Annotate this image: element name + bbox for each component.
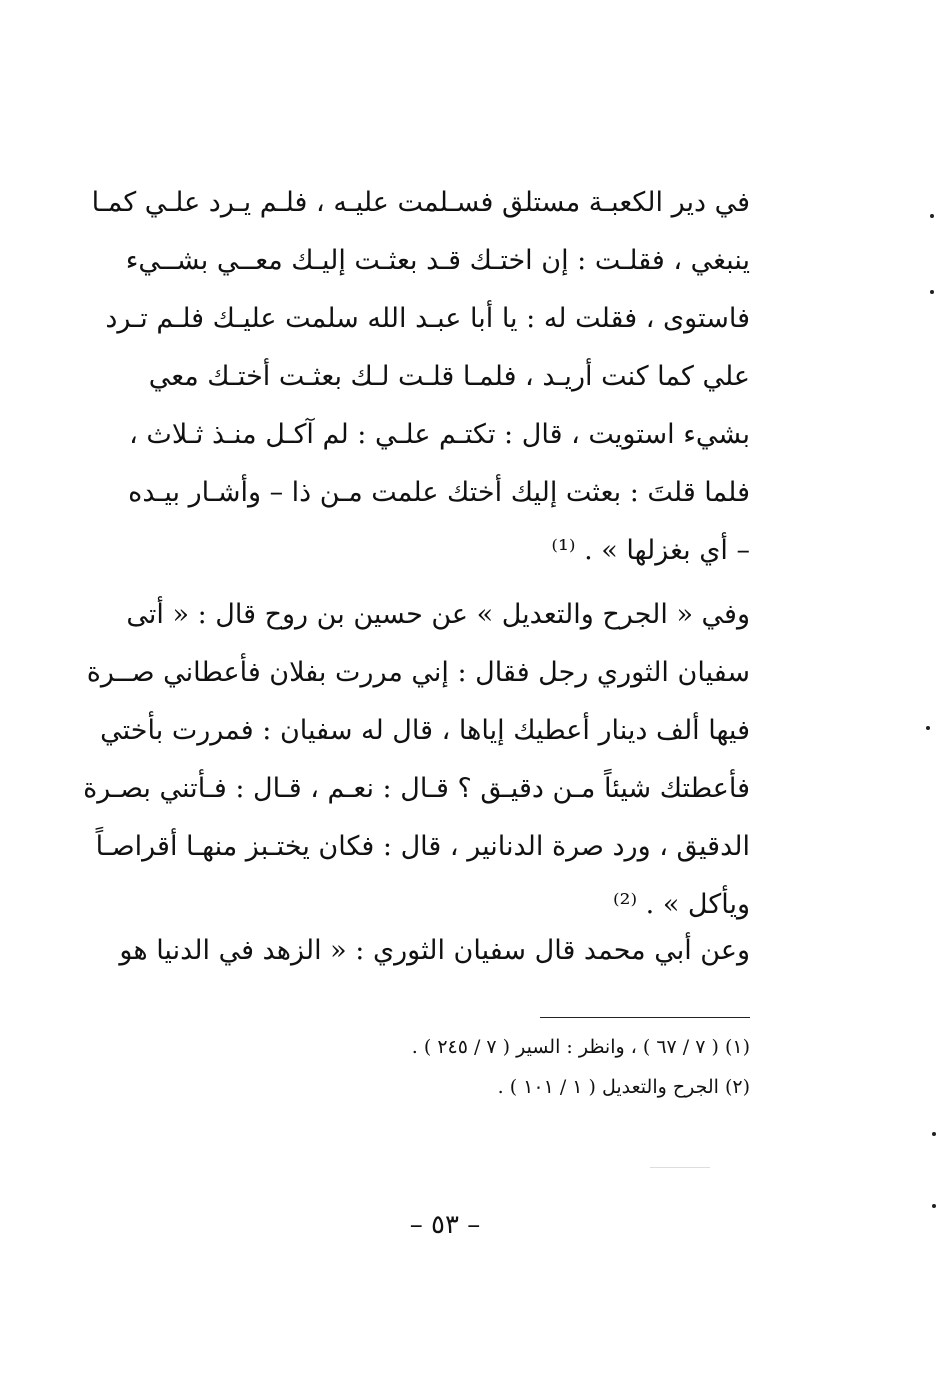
footnotes	[300, 1027, 750, 1107]
scan-speck	[930, 214, 934, 218]
text-line: فاستوى ، فقلت له : يا أبا عبـد الله سلمت عليـك فلـم تـرد	[105, 303, 750, 334]
text-line: وفي « الجرح والتعديل » عن حسين بن روح قال : « أتى	[126, 599, 750, 630]
paragraph-jarh-tadil	[83, 586, 750, 934]
main-text	[91, 174, 750, 580]
scan-speck	[932, 1132, 936, 1136]
footnote-2: (٢) الجرح والتعديل ( ١ / ١٠١ ) .	[497, 1076, 750, 1098]
text-line: وعن أبي محمد قال سفيان الثوري : « الزهد في الدنيا هو	[119, 935, 750, 966]
text-line: سفيان الثوري رجل فقال : إني مررت بفلان فأعطاني صــرة	[86, 657, 750, 688]
text-line: علي كما كنت أريـد ، فلمـا قلـت لـك بعثـت أختـك معي	[148, 361, 750, 392]
text-line: بشيء استويت ، قال : تكتـم علـي : لم آكـل منـذ ثـلاث ،	[129, 419, 750, 450]
text-line: في دير الكعبـة مستلق فسـلمت عليـه ، فلـم يـرد علـي كمـا	[91, 187, 750, 218]
text-line: – أي بغزلها » . ⁽¹⁾	[551, 535, 750, 566]
paragraph-zuhd	[119, 922, 750, 980]
text-line: الدقيق ، ورد صرة الدنانير ، قال : فكان يختـبز منهـا أقراصـاً	[95, 831, 750, 862]
footnote-separator	[540, 1017, 750, 1018]
text-line: ينبغي ، فقلـت : إن اختـك قـد بعثـت إليـك معــي بشــيء	[125, 245, 750, 276]
page-number: – ٥٣ –	[409, 1210, 481, 1240]
text-line: ويأكل » . ⁽²⁾	[612, 889, 750, 920]
scan-speck	[926, 726, 930, 730]
text-line: فلما قلتَ : بعثت إليك أختك علمت مـن ذا – وأشـار بيـده	[128, 477, 750, 508]
scan-speck	[930, 290, 934, 294]
scan-line	[650, 1167, 710, 1168]
text-line: فيها ألف دينار أعطيك إياها ، قال له سفيان : فمررت بأختي	[100, 715, 750, 746]
scan-speck	[932, 1204, 936, 1208]
text-line: فأعطتك شيئاً مـن دقيـق ؟ قـال : نعـم ، قـال : فـأتني بصـرة	[83, 773, 750, 804]
footnote-1: (١) ( ٧ / ٦٧ ) ، وانظر : السير ( ٧ / ٢٤٥ ) .	[411, 1036, 750, 1058]
